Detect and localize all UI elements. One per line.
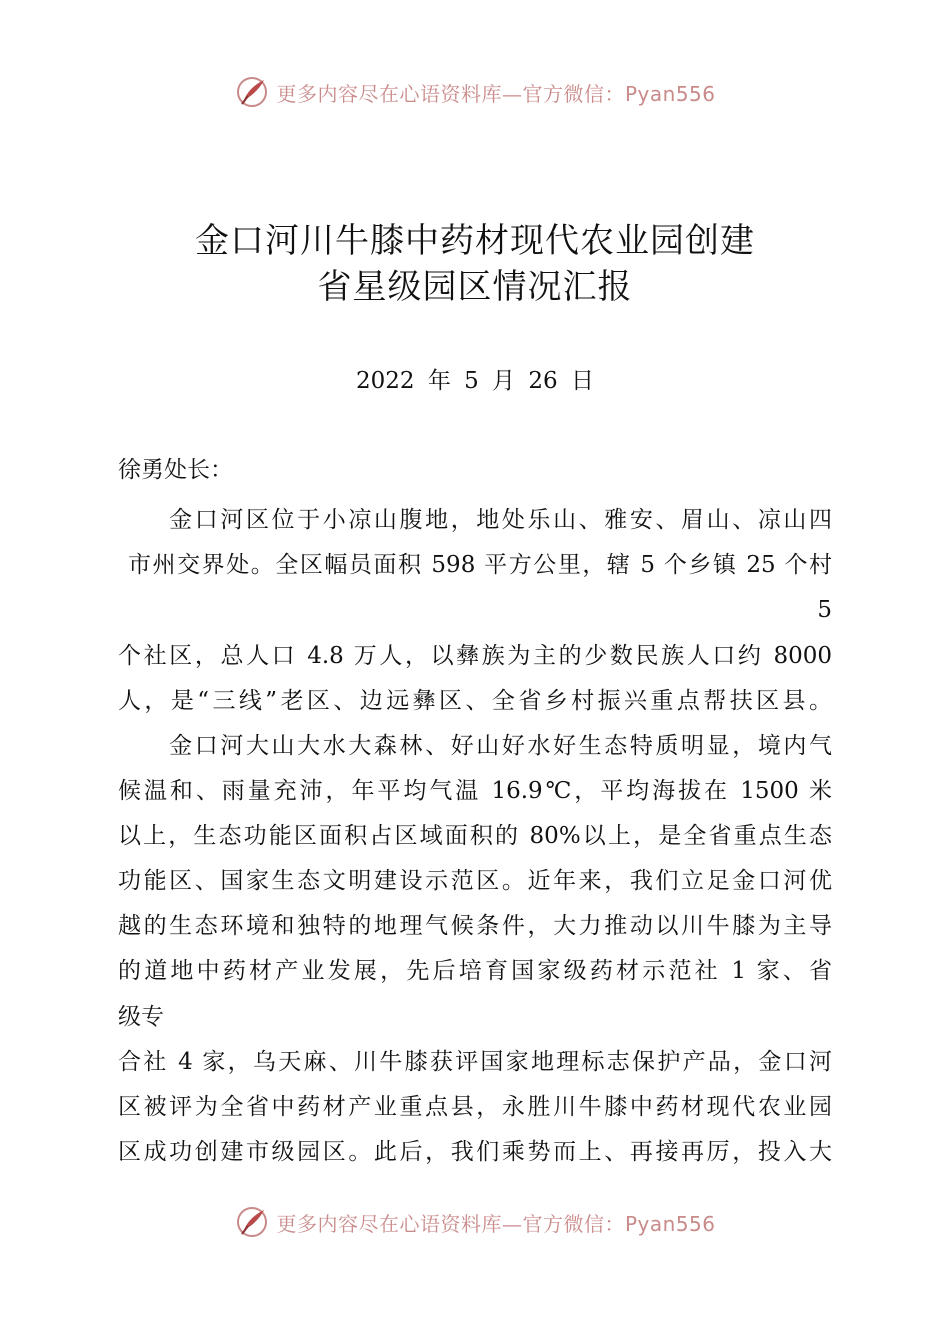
watermark-header [0,72,950,112]
body-line: 功能区、国家生态文明建设示范区。近年来，我们立足金口河优 [118,868,832,894]
body-line: 人，是“三线”老区、边远彝区、全省乡村振兴重点帮扶区县。 [118,688,832,714]
body-line: 金口河区位于小凉山腹地，地处乐山、雅安、眉山、凉山四 [118,507,832,533]
document-date: 2022 年 5 月 26 日 [356,368,594,394]
body-line: 个社区，总人口 4.8 万人，以彝族为主的少数民族人口约 8000 [118,643,832,669]
body-line: 越的生态环境和独特的地理气候条件，大力推动以川牛膝为主导 [118,913,832,939]
body-line: 级专 [118,1004,164,1030]
document-title-line-2: 省星级园区情况汇报 [317,267,633,307]
salutation: 徐勇处长： [118,457,233,483]
watermark-footer [0,1202,950,1242]
body-line: 以上，生态功能区面积占区域面积的 80%以上，是全省重点生态 [118,823,832,849]
watermark-text: 更多内容尽在心语资料库—官方微信：Pyan556 [276,1211,716,1236]
body-line: 候温和、雨量充沛，年平均气温 16.9℃，平均海拔在 1500 米 [118,778,832,804]
quill-logo-icon [234,1204,270,1240]
quill-logo-icon [234,74,270,110]
body-line: 5 [817,597,832,623]
body-line: 区成功创建市级园区。此后，我们乘势而上、再接再厉，投入大 [118,1139,832,1165]
body-line: 合社 4 家，乌天麻、川牛膝获评国家地理标志保护产品，金口河 [118,1049,832,1075]
body-line: 区被评为全省中药材产业重点县，永胜川牛膝中药材现代农业园 [118,1094,832,1120]
body-line: 市州交界处。全区幅员面积 598 平方公里，辖 5 个乡镇 25 个村 [128,552,832,578]
body-line: 的道地中药材产业发展，先后培育国家级药材示范社 1 家、省 [118,958,832,984]
watermark-text: 更多内容尽在心语资料库—官方微信：Pyan556 [276,81,716,106]
document-title-line-1: 金口河川牛膝中药材现代农业园创建 [195,221,755,261]
body-line: 金口河大山大水大森林、好山好水好生态特质明显，境内气 [118,733,832,759]
